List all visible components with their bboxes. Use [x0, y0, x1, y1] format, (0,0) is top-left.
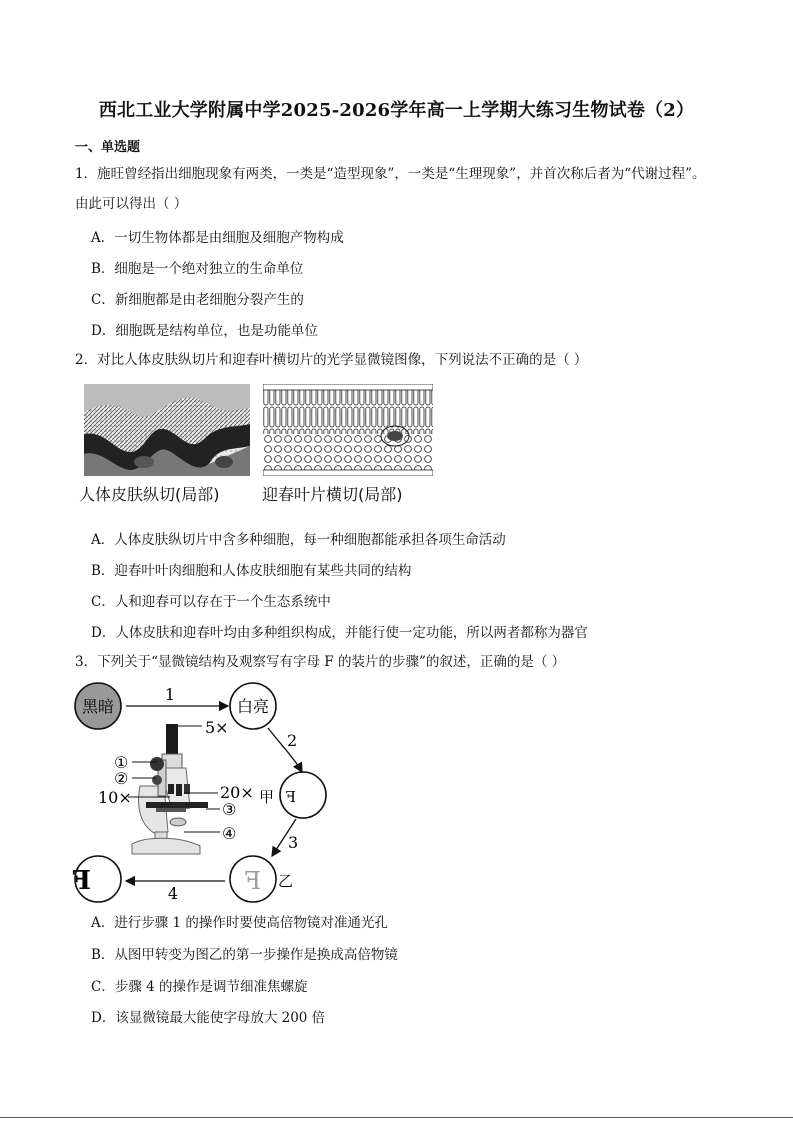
q1-option-a: A．一切生物体都是由细胞及细胞产物构成: [91, 230, 344, 246]
step1-label: 1: [164, 685, 176, 704]
q1-option-d: D．细胞既是结构单位，也是功能单位: [91, 323, 318, 339]
pointer-1-label: ①: [114, 753, 129, 772]
field-jia-label: 甲: [259, 788, 275, 806]
q2-option-d: D．人体皮肤和迎春叶均由多种组织构成，并能行使一定功能，所以两者都称为器官: [91, 625, 588, 641]
step3-label: 3: [288, 833, 299, 852]
bright-label: 白亮: [236, 697, 270, 716]
q3-stem: 3．下列关于“显微镜结构及观察写有字母 F 的装片的步骤”的叙述，正确的是（ ）: [75, 654, 566, 670]
skin-section-image: [84, 384, 250, 476]
final-field-letter: F: [72, 866, 91, 896]
mag-10x-label: 10×: [98, 788, 132, 807]
q3-option-c: C．步骤 4 的操作是调节细准焦螺旋: [91, 979, 308, 995]
microscope-drawing: [132, 724, 208, 854]
pointer-2-label: ②: [114, 769, 129, 788]
q1-option-c: C．新细胞都是由老细胞分裂产生的: [91, 292, 304, 308]
bottom-rule: [0, 1117, 793, 1118]
section-heading: 一、单选题: [75, 140, 141, 155]
q3-option-d: D．该显微镜最大能使字母放大 200 倍: [91, 1010, 326, 1026]
pointer-3-label: ③: [222, 800, 237, 819]
leaf-section-image: [263, 384, 433, 476]
q3-option-b: B．从图甲转变为图乙的第一步操作是换成高倍物镜: [91, 947, 398, 963]
step2-label: 2: [287, 731, 298, 750]
q2-option-b: B．迎春叶叶肉细胞和人体皮肤细胞有某些共同的结构: [91, 563, 412, 579]
skin-caption: 人体皮肤纵切(局部): [79, 485, 220, 504]
leaf-caption: 迎春叶片横切(局部): [262, 485, 403, 504]
field-yi-letter: F: [244, 867, 261, 895]
field-jia-letter: F: [285, 788, 296, 806]
q1-stem-line2: 由此可以得出（ ）: [75, 196, 188, 212]
step4-label: 4: [167, 884, 179, 903]
mag-20x-label: 20×: [220, 783, 254, 802]
q2-stem: 2．对比人体皮肤纵切片和迎春叶横切片的光学显微镜图像，下列说法不正确的是（ ）: [75, 352, 588, 368]
q3-option-a: A．进行步骤 1 的操作时要使高倍物镜对准通光孔: [91, 915, 388, 931]
q1-option-b: B．细胞是一个绝对独立的生命单位: [91, 261, 304, 277]
microscope-diagram: [60, 676, 350, 906]
page-title: 西北工业大学附属中学2025-2026学年高一上学期大练习生物试卷（2）: [98, 100, 695, 121]
dark-label: 黑暗: [81, 697, 115, 716]
q2-option-a: A．人体皮肤纵切片中含多种细胞，每一种细胞都能承担各项生命活动: [91, 532, 506, 548]
mag-5x-label: 5×: [205, 718, 229, 737]
pointer-4-label: ④: [222, 824, 237, 843]
q2-option-c: C．人和迎春可以存在于一个生态系统中: [91, 594, 331, 610]
q1-stem-line1: 1．施旺曾经指出细胞现象有两类，一类是“造型现象”，一类是“生理现象”，并首次称后者为“代谢过程”。: [75, 166, 706, 182]
field-yi-label: 乙: [278, 872, 294, 890]
